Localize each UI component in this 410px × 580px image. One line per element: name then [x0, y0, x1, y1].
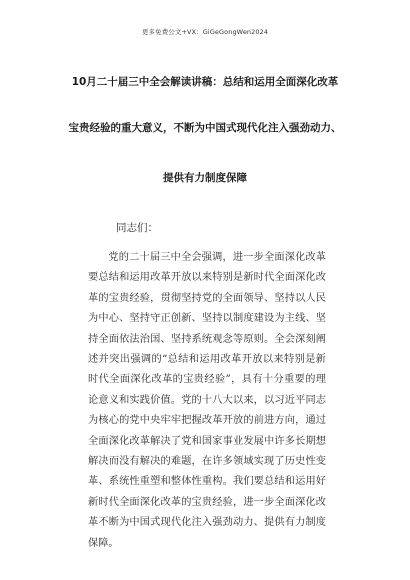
title-line-2: 宝贵经验的重大意义，不断为中国式现代化注入强劲动力、 [68, 122, 342, 134]
salutation: 同志们： [116, 222, 158, 234]
header-note: 更多免费公文+VX：GiGeGongWen2024 [141, 28, 269, 36]
title-line-3: 提供有力制度保障 [163, 172, 247, 184]
body-paragraph: 党的二十届三中全会强调，进一步全面深化改革要总结和运用改革开放以来特别是新时代全面深化改革的宝贵经验，贯彻坚持党的全面领导、坚持以人民为中心、坚持守正创新、坚持以制度建设为主线、坚持全面依法治国、坚持系统观念等原则。全会深刻阐述并突出强调的“总结和运用改革开放以来特别是新时代全面深化改革的宝贵经验”，具有十分重要的理论意义和实践价值。党的十八大以来，以习近平同志为核心的党中央牢牢把握改革开放的前进方向，通过全面深化改革解决了党和国家事业发展中许多长期想解决而没有解决的难题，在许多领域实现了历史性变革、系统性重塑和整体性重构。我们要总结和运用好新时代全面深化改革的宝贵经验，进一步全面深化改革不断为中国式现代化注入强劲动力、提供有力制度保障。 [88, 252, 326, 549]
title-line-1: 10月二十届三中全会解读讲稿：总结和运用全面深化改革 [71, 76, 339, 88]
